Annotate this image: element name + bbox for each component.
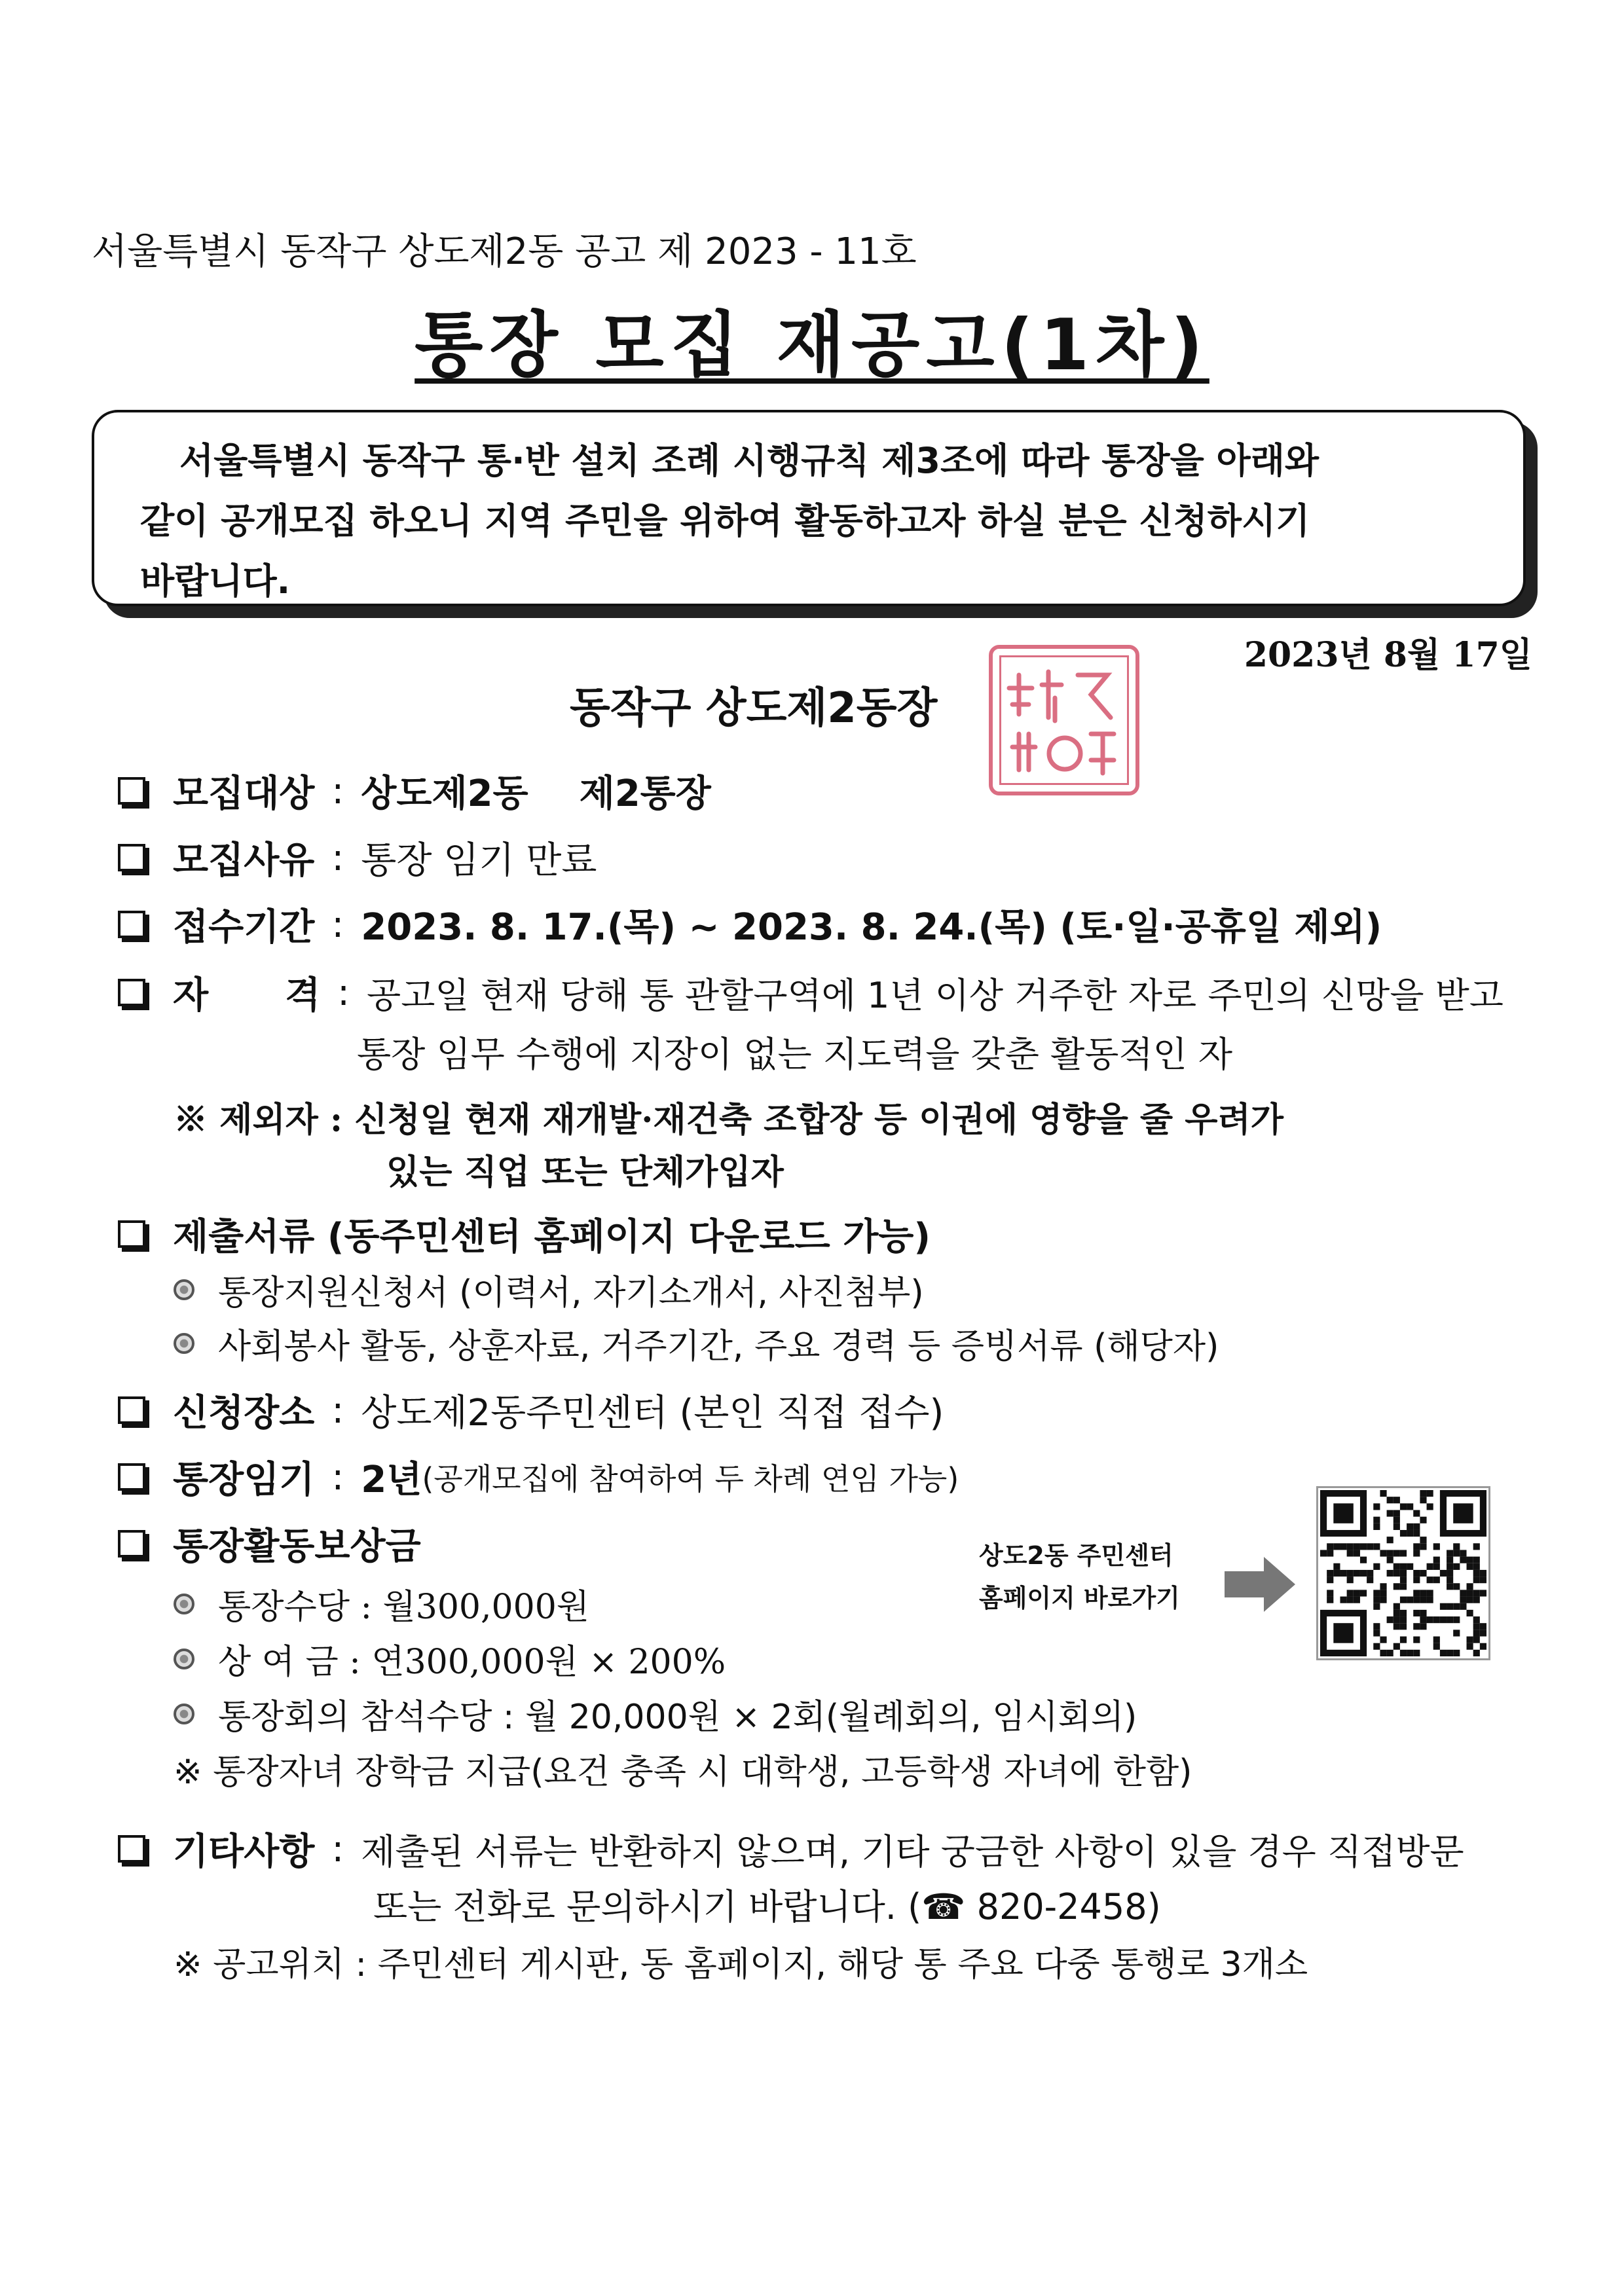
qr-module	[1387, 1570, 1393, 1576]
qr-module	[1393, 1583, 1400, 1590]
qr-module	[1473, 1557, 1480, 1563]
qr-module	[1413, 1597, 1420, 1603]
qr-module	[1453, 1650, 1460, 1656]
exclude-line-1: ※ 제외자 : 신청일 현재 재개발·재건축 조합장 등 이권에 영향을 줄 우려가	[174, 1100, 1283, 1140]
qr-module	[1407, 1503, 1413, 1510]
reward-sub-2	[174, 1634, 726, 1683]
qr-module	[1467, 1557, 1473, 1563]
qr-module	[1400, 1576, 1407, 1583]
qr-module	[1373, 1630, 1380, 1636]
item-etc-line-1: 제출된 서류는 반환하지 않으며, 기타 궁금한 사항이 있을 경우 직접방문	[361, 1831, 1464, 1872]
qr-module	[1347, 1597, 1354, 1603]
reward-sub-2-text: 상 여 금 : 연300,000원 × 200%	[218, 1643, 726, 1682]
qr-module	[1380, 1597, 1386, 1603]
qr-module	[1467, 1563, 1473, 1570]
checkbox-icon	[118, 979, 145, 1006]
qr-module	[1373, 1523, 1380, 1530]
qr-module	[1393, 1610, 1400, 1616]
qr-module	[1393, 1570, 1400, 1576]
qr-module	[1333, 1570, 1340, 1576]
qr-module	[1387, 1650, 1393, 1656]
qr-module	[1373, 1597, 1380, 1603]
qr-module	[1420, 1597, 1426, 1603]
reward-sub-1	[174, 1579, 589, 1628]
qr-module	[1420, 1616, 1426, 1623]
qr-module	[1354, 1597, 1360, 1603]
page-title-text: 통장 모집 재공고(1차)	[415, 304, 1209, 386]
qr-module	[1447, 1616, 1453, 1623]
item-target	[118, 765, 711, 817]
qr-module	[1427, 1563, 1433, 1570]
qr-module	[1473, 1590, 1480, 1596]
qr-caption-1: 상도2동 주민센터	[979, 1541, 1173, 1570]
notice-number: 서울특별시 동작구 상도제2동 공고 제 2023 - 11호	[92, 230, 917, 273]
qr-module	[1400, 1570, 1407, 1576]
qr-module	[1467, 1610, 1473, 1616]
qr-module	[1453, 1550, 1460, 1556]
qr-module	[1420, 1490, 1426, 1497]
qr-module	[1473, 1623, 1480, 1630]
bullet-icon	[174, 1279, 194, 1300]
colon: :	[331, 903, 344, 946]
qr-module	[1420, 1570, 1426, 1576]
qr-module	[1387, 1557, 1393, 1563]
item-reward	[118, 1518, 421, 1570]
qr-module	[1393, 1603, 1400, 1610]
qr-module	[1400, 1610, 1407, 1616]
item-reason	[118, 831, 597, 884]
qr-module	[1380, 1650, 1386, 1656]
qr-module	[1347, 1550, 1354, 1556]
qr-module	[1427, 1576, 1433, 1583]
qr-module	[1360, 1557, 1367, 1563]
qr-module	[1333, 1623, 1353, 1643]
qr-module	[1327, 1543, 1333, 1550]
intro-line-1: 서울특별시 동작구 통·반 설치 조례 시행규칙 제3조에 따라 통장을 아래와	[179, 440, 1320, 481]
item-qual-line-2: 통장 임무 수행에 지장이 없는 지도력을 갖춘 활동적인 자	[357, 1034, 1233, 1075]
intro-line-2: 같이 공개모집 하오니 지역 주민을 위하여 활동하고자 하실 분은 신청하시기	[140, 500, 1310, 541]
checkbox-icon	[118, 777, 145, 805]
qr-module	[1413, 1550, 1420, 1556]
qr-module	[1480, 1630, 1486, 1636]
qr-module	[1327, 1570, 1333, 1576]
qr-module	[1473, 1543, 1480, 1550]
qr-module	[1393, 1510, 1400, 1516]
bullet-icon	[174, 1333, 194, 1354]
qr-module	[1380, 1550, 1386, 1556]
qr-module	[1433, 1576, 1440, 1583]
qr-module	[1387, 1550, 1393, 1556]
qr-module	[1413, 1510, 1420, 1516]
checkbox-icon	[118, 1463, 145, 1491]
qr-module	[1347, 1576, 1354, 1583]
reward-sub-3-text: 통장회의 참석수당 : 월 20,000원 × 2회(월례회의, 임시회의)	[218, 1698, 1137, 1737]
qr-module	[1453, 1563, 1460, 1570]
qr-module	[1460, 1590, 1466, 1596]
qr-module	[1427, 1503, 1433, 1510]
reward-sub-1-text: 통장수당 : 월300,000원	[218, 1588, 590, 1627]
qr-module	[1354, 1590, 1360, 1596]
qr-module	[1393, 1616, 1400, 1623]
qr-module	[1400, 1550, 1407, 1556]
item-reason-value: 통장 임기 만료	[361, 839, 597, 882]
qr-module	[1453, 1543, 1460, 1550]
qr-module	[1447, 1650, 1453, 1656]
qr-module	[1380, 1637, 1386, 1643]
bullet-icon	[174, 1594, 194, 1614]
qr-module	[1393, 1497, 1400, 1503]
item-term	[118, 1451, 959, 1503]
qr-module	[1460, 1603, 1466, 1610]
page-title	[0, 288, 1624, 390]
qr-module	[1387, 1537, 1393, 1543]
qr-module	[1480, 1623, 1486, 1630]
qr-module	[1460, 1550, 1466, 1556]
qr-module	[1427, 1490, 1433, 1497]
qr-module	[1473, 1637, 1480, 1643]
qr-module	[1447, 1557, 1453, 1563]
qr-module	[1413, 1637, 1420, 1643]
qr-module	[1467, 1643, 1473, 1650]
item-etc-label: 기타사항	[173, 1831, 315, 1873]
qr-module	[1400, 1637, 1407, 1643]
qr-module	[1473, 1616, 1480, 1623]
qr-module	[1373, 1590, 1380, 1596]
colon: :	[337, 971, 350, 1014]
qr-module	[1327, 1550, 1333, 1556]
qr-module	[1400, 1616, 1407, 1623]
qr-module	[1413, 1610, 1420, 1616]
intro-box	[92, 410, 1526, 606]
qr-module	[1413, 1623, 1420, 1630]
colon: :	[331, 1455, 344, 1499]
qr-module	[1420, 1497, 1426, 1503]
item-term-label: 통장임기	[173, 1459, 315, 1501]
qr-module	[1460, 1557, 1466, 1563]
qr-module	[1400, 1530, 1407, 1537]
qr-module	[1467, 1637, 1473, 1643]
qr-module	[1453, 1630, 1460, 1636]
qr-module	[1380, 1490, 1386, 1497]
docs-sub-1-text: 통장지원신청서 (이력서, 자기소개서, 사진첨부)	[218, 1273, 924, 1313]
checkbox-icon	[118, 1220, 145, 1248]
qr-module	[1400, 1583, 1407, 1590]
item-term-note: (공개모집에 참여하여 두 차례 연임 가능)	[422, 1461, 959, 1497]
item-target-value: 상도제2동 제2통장	[361, 773, 711, 815]
item-docs-label: 제출서류 (동주민센터 홈페이지 다운로드 가능)	[173, 1216, 931, 1258]
qr-module	[1373, 1563, 1380, 1570]
intro-line-3: 바랍니다.	[140, 560, 291, 602]
bullet-icon	[174, 1649, 194, 1669]
qr-module	[1360, 1570, 1367, 1576]
qr-module	[1480, 1590, 1486, 1596]
qr-module	[1420, 1610, 1426, 1616]
colon: :	[331, 769, 344, 812]
qr-module	[1400, 1563, 1407, 1570]
docs-sub-2	[174, 1319, 1219, 1368]
qr-module	[1420, 1590, 1426, 1596]
qr-module	[1440, 1603, 1447, 1610]
qr-module	[1347, 1543, 1354, 1550]
bullet-icon	[174, 1704, 194, 1724]
qr-module	[1400, 1650, 1407, 1656]
qr-module	[1480, 1570, 1486, 1576]
qr-module	[1393, 1523, 1400, 1530]
qr-module	[1347, 1570, 1354, 1576]
item-place	[118, 1384, 944, 1436]
qr-module	[1440, 1650, 1447, 1656]
qr-module	[1473, 1570, 1480, 1576]
etc-note: ※ 공고위치 : 주민센터 게시판, 동 홈페이지, 해당 통 주요 다중 통행로 3개소	[174, 1945, 1308, 1984]
checkbox-icon	[118, 1530, 145, 1558]
item-place-label: 신청장소	[173, 1392, 315, 1434]
qr-module	[1473, 1650, 1480, 1656]
colon: :	[331, 836, 344, 879]
qr-module	[1400, 1597, 1407, 1603]
item-reward-label: 통장활동보상금	[173, 1525, 421, 1568]
qr-module	[1467, 1597, 1473, 1603]
colon: :	[331, 1389, 344, 1432]
item-period-label: 접수기간	[173, 906, 315, 949]
qr-module	[1373, 1517, 1380, 1523]
qr-module	[1320, 1550, 1327, 1556]
qr-module	[1427, 1590, 1433, 1596]
qr-module	[1393, 1517, 1400, 1523]
qr-module	[1407, 1563, 1413, 1570]
qr-module	[1354, 1543, 1360, 1550]
qr-module	[1327, 1597, 1333, 1603]
qr-module	[1413, 1523, 1420, 1530]
qr-module	[1380, 1590, 1386, 1596]
qr-module	[1393, 1623, 1400, 1630]
qr-module	[1340, 1570, 1346, 1576]
qr-module	[1354, 1550, 1360, 1556]
qr-module	[1460, 1597, 1466, 1603]
qr-module	[1420, 1537, 1426, 1543]
qr-module	[1327, 1590, 1333, 1596]
qr-module	[1360, 1590, 1367, 1596]
qr-module	[1453, 1503, 1473, 1523]
seal-glyphs	[993, 649, 1135, 792]
qr-caption-2: 홈페이지 바로가기	[979, 1584, 1180, 1613]
qr-module	[1407, 1530, 1413, 1537]
checkbox-icon	[118, 844, 145, 871]
qr-module	[1380, 1583, 1386, 1590]
qr-module	[1407, 1523, 1413, 1530]
qr-module	[1480, 1576, 1486, 1583]
qr-module	[1453, 1583, 1460, 1590]
item-documents	[118, 1208, 931, 1260]
official-seal	[989, 645, 1139, 795]
qr-module	[1340, 1597, 1346, 1603]
exclude-line-2: 있는 직업 또는 단체가입자	[386, 1152, 784, 1192]
item-target-label: 모집대상	[173, 773, 315, 815]
qr-module	[1347, 1590, 1354, 1596]
qr-module	[1427, 1616, 1433, 1623]
qr-module	[1453, 1616, 1460, 1623]
qr-module	[1407, 1597, 1413, 1603]
qr-module	[1427, 1597, 1433, 1603]
checkbox-icon	[118, 911, 145, 938]
qr-module	[1393, 1643, 1400, 1650]
qr-module	[1327, 1576, 1333, 1583]
qr-module	[1367, 1576, 1373, 1583]
item-place-value: 상도제2동주민센터 (본인 직접 접수)	[361, 1392, 944, 1434]
qr-module	[1393, 1563, 1400, 1570]
qr-module	[1387, 1616, 1393, 1623]
qr-code-pattern	[1320, 1490, 1486, 1656]
qr-module	[1433, 1557, 1440, 1563]
item-reason-label: 모집사유	[173, 839, 315, 882]
qr-module	[1480, 1643, 1486, 1650]
qr-module	[1447, 1603, 1453, 1610]
qr-module	[1400, 1623, 1407, 1630]
item-term-value: 2년	[361, 1459, 422, 1501]
qr-module	[1413, 1650, 1420, 1656]
qr-module	[1473, 1630, 1480, 1636]
qr-module	[1420, 1543, 1426, 1550]
qr-module	[1447, 1583, 1453, 1590]
qr-module	[1413, 1570, 1420, 1576]
docs-sub-1	[174, 1265, 924, 1314]
qr-module	[1373, 1543, 1380, 1550]
qr-module	[1373, 1503, 1380, 1510]
checkbox-icon	[118, 1835, 145, 1863]
qr-module	[1433, 1616, 1440, 1623]
qr-module	[1420, 1623, 1426, 1630]
checkbox-icon	[118, 1396, 145, 1424]
qr-module	[1453, 1603, 1460, 1610]
qr-module	[1433, 1563, 1440, 1570]
qr-module	[1447, 1576, 1453, 1583]
qr-module	[1407, 1650, 1413, 1656]
qr-module	[1373, 1623, 1380, 1630]
qr-module	[1400, 1503, 1407, 1510]
qr-module	[1413, 1543, 1420, 1550]
qr-module	[1387, 1510, 1393, 1516]
qr-module	[1413, 1590, 1420, 1596]
qr-module	[1467, 1583, 1473, 1590]
qr-module	[1387, 1497, 1393, 1503]
qr-module	[1367, 1543, 1373, 1550]
reward-note: ※ 통장자녀 장학금 지급(요건 충족 시 대학생, 고등학생 자녀에 한함)	[174, 1753, 1192, 1792]
qr-module	[1433, 1543, 1440, 1550]
item-qual-line-1: 공고일 현재 당해 통 관할구역에 1년 이상 거주한 자로 주민의 신망을 받고	[367, 974, 1504, 1016]
item-qualification	[118, 966, 1504, 1019]
qr-module	[1467, 1590, 1473, 1596]
qr-module	[1447, 1550, 1453, 1556]
item-period	[118, 898, 1382, 951]
qr-module	[1447, 1563, 1453, 1570]
qr-module	[1413, 1576, 1420, 1583]
qr-module	[1440, 1570, 1447, 1576]
qr-module	[1473, 1576, 1480, 1583]
qr-module	[1333, 1543, 1340, 1550]
qr-module	[1333, 1563, 1340, 1570]
qr-module	[1340, 1543, 1346, 1550]
homepage-qr-code[interactable]	[1316, 1486, 1490, 1660]
item-etc-line-2: 또는 전화로 문의하시기 바랍니다. (☎ 820-2458)	[373, 1886, 1161, 1927]
qr-module	[1440, 1616, 1447, 1623]
qr-module	[1354, 1570, 1360, 1576]
arrow-right-icon	[1225, 1552, 1297, 1617]
qr-module	[1367, 1570, 1373, 1576]
qr-module	[1473, 1597, 1480, 1603]
qr-module	[1473, 1563, 1480, 1570]
qr-module	[1373, 1643, 1380, 1650]
qr-module	[1447, 1570, 1453, 1576]
qr-module	[1413, 1530, 1420, 1537]
signer: 동작구 상도제2동장	[570, 684, 938, 733]
qr-module	[1433, 1643, 1440, 1650]
item-etc	[118, 1823, 1464, 1875]
item-qual-label: 자 격	[173, 974, 321, 1017]
docs-sub-2-text: 사회봉사 활동, 상훈자료, 거주기간, 주요 경력 등 증빙서류 (해당자)	[218, 1327, 1219, 1366]
qr-module	[1433, 1637, 1440, 1643]
item-period-value: 2023. 8. 17.(목) ~ 2023. 8. 24.(목) (토·일·공휴일 제외)	[361, 906, 1382, 949]
qr-module	[1373, 1603, 1380, 1610]
notice-date: 2023년 8월 17일	[1244, 635, 1532, 675]
colon: :	[331, 1827, 344, 1870]
qr-module	[1333, 1503, 1353, 1523]
qr-module	[1393, 1550, 1400, 1556]
qr-module	[1360, 1543, 1367, 1550]
qr-module	[1420, 1517, 1426, 1523]
reward-sub-3	[174, 1689, 1137, 1738]
